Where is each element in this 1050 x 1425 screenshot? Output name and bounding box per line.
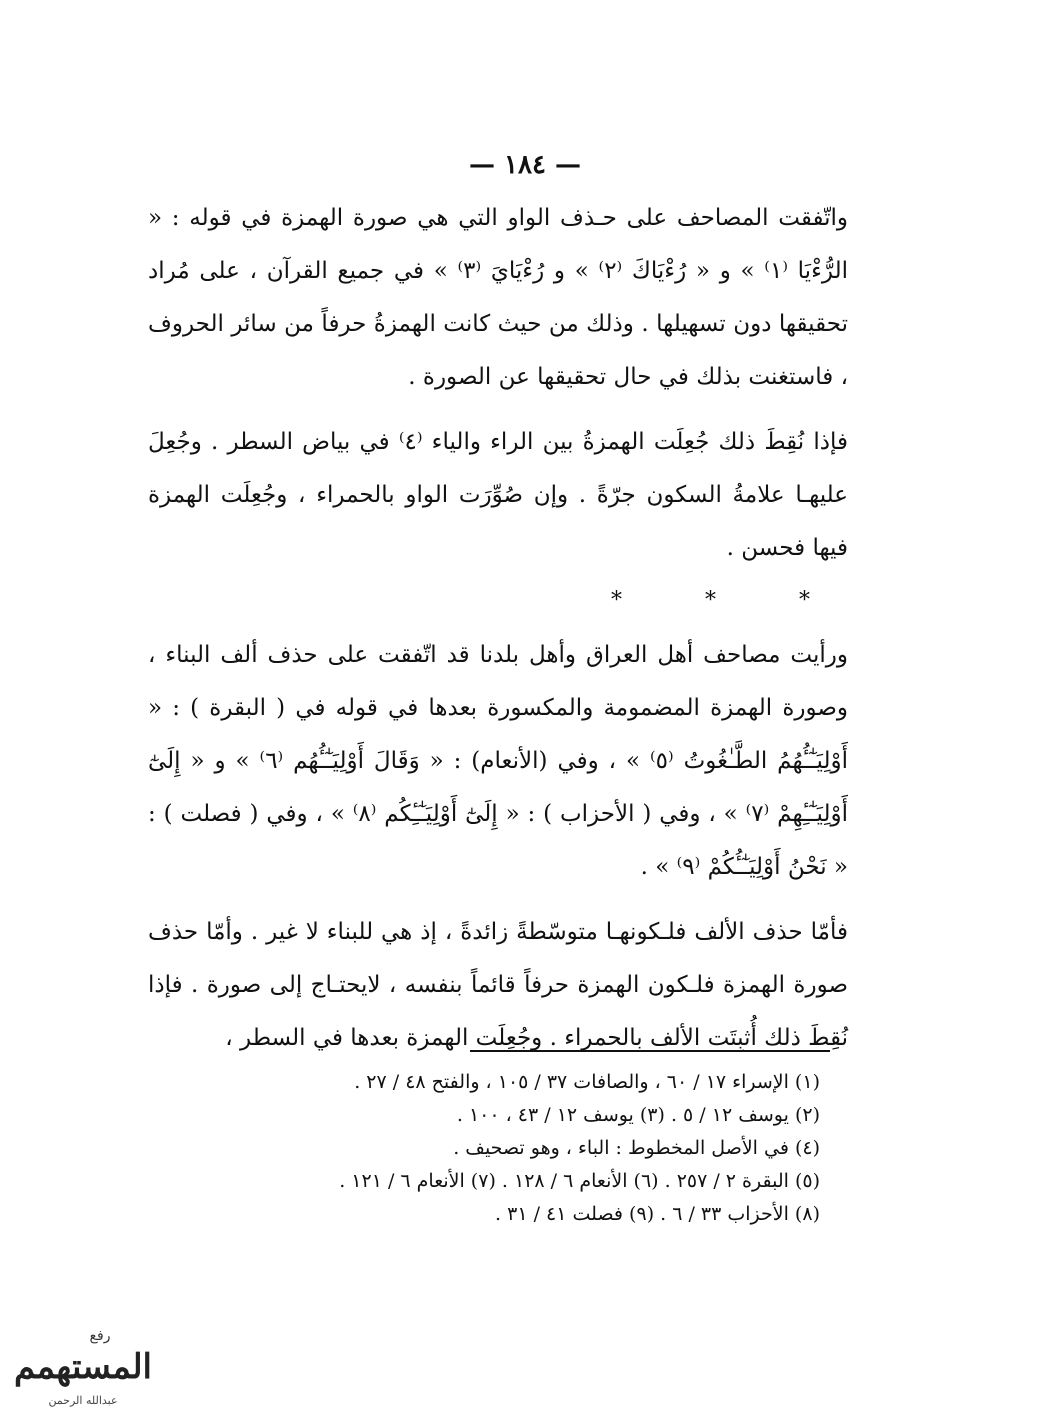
library-seal-logo bbox=[8, 1318, 158, 1418]
seal-line-top: رفع bbox=[89, 1328, 111, 1344]
paragraph: فإذا نُقِطَ ذلك جُعِلَت الهمزةُ بين الراء والياء ⁽٤⁾ في بياض السطر . وجُعِلَ عليهـا علامةُ السكون جرّةً . وإن صُوِّرَت الواو بالحمراء ، وجُعِلَت الهمزة فيها فحسن . bbox=[148, 429, 848, 561]
section-separator: * * * bbox=[611, 588, 848, 613]
paragraph: ورأيت مصاحف أهل العراق وأهل بلدنا قد اتّفقت على حذف ألف البناء ، وصورة الهمزة المضمومة والمكسورة بعدها في قوله في ( البقرة ) : « أَوْلِيَـٰٓـُٔهُمُ الطَّـٰغُوتُ ⁽٥⁾ » ، وفي (الأنعام) : « وَقَالَ أَوْلِيَـٰٓـُٔهُم ⁽٦⁾ » و « إِلَىٰٓ أَوْلِيَـٰٓـِٔهِمْ ⁽٧⁾ » ، وفي ( الأحزاب ) : « إِلَىٰٓ أَوْلِيَـٰٓـِٔكُم ⁽٨⁾ » ، وفي ( فصلت ) : « نَحْنُ أَوْلِيَـٰٓـُٔكُمْ ⁽٩⁾ » . bbox=[148, 642, 848, 880]
footnotes bbox=[170, 1066, 820, 1231]
footnote: (٢) يوسف ١٢ / ٥ . (٣) يوسف ١٢ / ٤٣ ، ١٠٠ . bbox=[456, 1104, 820, 1126]
page-number: — ١٨٤ — bbox=[468, 150, 582, 180]
seal-line-main: المستهمم bbox=[13, 1347, 153, 1387]
footnote: (٥) البقرة ٢ / ٢٥٧ . (٦) الأنعام ٦ / ١٢٨ . (٧) الأنعام ٦ / ١٢١ . bbox=[339, 1170, 820, 1192]
paragraph: فأمّا حذف الألف فلـكونهـا متوسّطةً زائدةً ، إذ هي للبناء لا غير . وأمّا حذف صورة الهمزة فلـكون الهمزة حرفاً قائماً بنفسه ، لايحتـاج إلى صورة . فإذا نُقِطَ ذلك أُثبِتَت الألف بالحمراء . وجُعِلَت الهمزة بعدها في السطر ، bbox=[148, 919, 848, 1051]
footnote: (١) الإسراء ١٧ / ٦٠ ، والصافات ٣٧ / ١٠٥ ، والفتح ٤٨ / ٢٧ . bbox=[354, 1071, 820, 1093]
footnote-divider bbox=[470, 1050, 830, 1052]
seal-line-bottom: عبدالله الرحمن bbox=[48, 1394, 118, 1407]
main-text bbox=[148, 192, 848, 1077]
footnote: (٤) في الأصل المخطوط : الباء ، وهو تصحيف . bbox=[453, 1137, 820, 1159]
footnote: (٨) الأحزاب ٣٣ / ٦ . (٩) فصلت ٤١ / ٣١ . bbox=[495, 1203, 820, 1225]
paragraph: واتّفقت المصاحف على حـذف الواو التي هي صورة الهمزة في قوله : « الرُّءْيَا ⁽١⁾ » و « رُءْيَاكَ ⁽٢⁾ » و رُءْيَايَ ⁽٣⁾ » في جميع القرآن ، على مُراد تحقيقها دون تسهيلها . وذلك من حيث كانت الهمزةُ حرفاً من سائر الحروف ، فاستغنت بذلك في حال تحقيقها عن الصورة . bbox=[148, 205, 848, 390]
